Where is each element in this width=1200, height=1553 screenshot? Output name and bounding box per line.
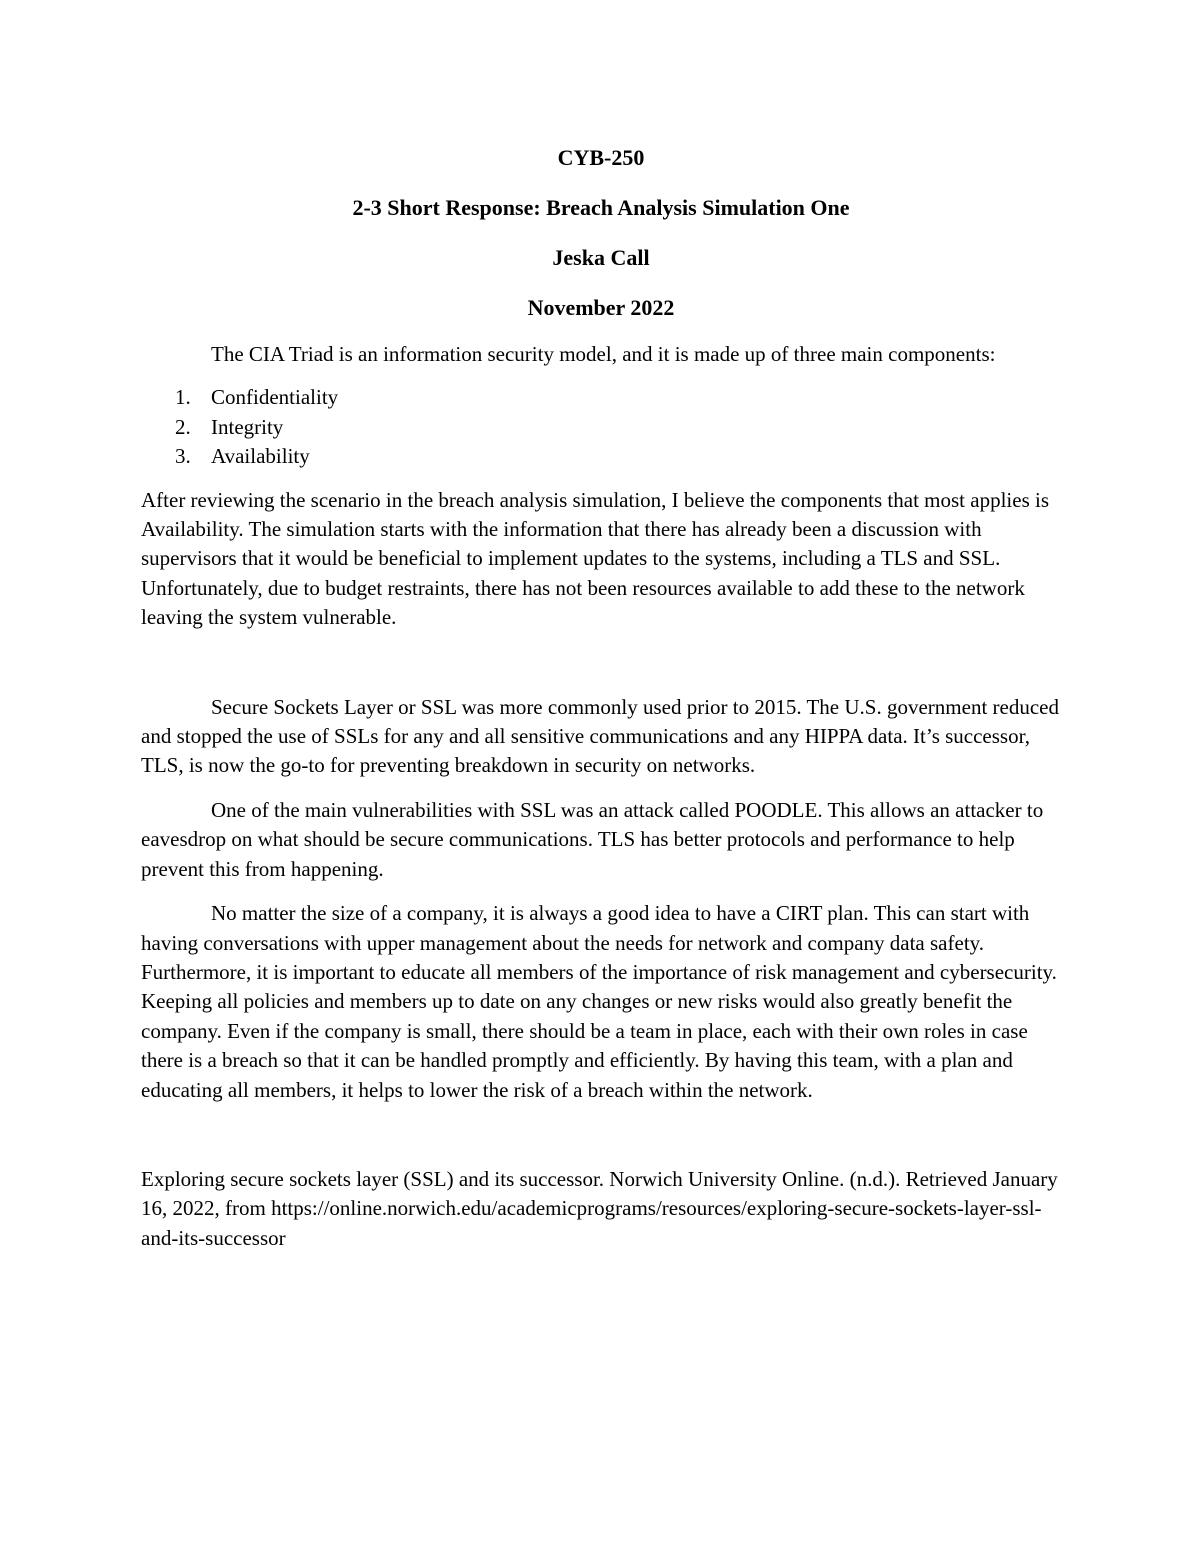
list-item-label: Confidentiality: [211, 385, 339, 410]
list-item-label: Integrity: [211, 414, 284, 439]
list-item-number: 2.: [175, 414, 191, 439]
ssl-paragraph: Secure Sockets Layer or SSL was more commonly used prior to 2015. The U.S. government reduced and stopped the use of SSLs for any and all sensitive communications and any HIPPA data. It’s successor, TLS, is now the go-to for preventing breakdown in security on networks.: [141, 694, 1059, 778]
document-date: November 2022: [527, 295, 675, 320]
cirt-paragraph: No matter the size of a company, it is always a good idea to have a CIRT plan. This can start with having conversations with upper management about the needs for network and company data safety. Furthermore, it is important to educate all members of the importance of risk management and cybersecurity. Keeping all policies and members up to date on any changes or new risks would also greatly benefit the company. Even if the company is small, there should be a team in place, each with their own roles in case there is a breach so that it can be handled promptly and efficiently. By having this team, with a plan and educating all members, it helps to lower the risk of a breach within the network.: [141, 901, 1057, 1102]
list-item-label: Availability: [211, 444, 310, 469]
assignment-title: 2-3 Short Response: Breach Analysis Simulation One: [352, 195, 850, 220]
availability-paragraph: After reviewing the scenario in the breach analysis simulation, I believe the components that most applies is Availability. The simulation starts with the information that there has already been a discussion with supervisors that it would be beneficial to implement updates to the systems, including a TLS and SSL. Unfortunately, due to budget restraints, there has not been resources available to add these to the network leaving the system vulnerable.: [141, 487, 1049, 630]
intro-paragraph: The CIA Triad is an information security model, and it is made up of three main components:: [211, 342, 996, 366]
course-code: CYB-250: [557, 145, 645, 170]
document-content: [141, 142, 1061, 1253]
list-item-number: 1.: [175, 385, 191, 410]
list-item-number: 3.: [175, 444, 191, 469]
reference-citation: Exploring secure sockets layer (SSL) and its successor. Norwich University Online. (n.d.). Retrieved January 16, 2022, from https://online.norwich.edu/academicprograms/resources/exploring-secure-sockets-layer-ssl-and-its-successor: [141, 1166, 1058, 1250]
list-item: [141, 413, 1061, 442]
list-item: [141, 383, 1061, 412]
author-name: Jeska Call: [552, 245, 650, 270]
cia-components-list: [141, 383, 1061, 471]
list-item: [141, 442, 1061, 471]
poodle-paragraph: One of the main vulnerabilities with SSL was an attack called POODLE. This allows an attacker to eavesdrop on what should be secure communications. TLS has better protocols and performance to help prevent this from happening.: [141, 797, 1044, 881]
